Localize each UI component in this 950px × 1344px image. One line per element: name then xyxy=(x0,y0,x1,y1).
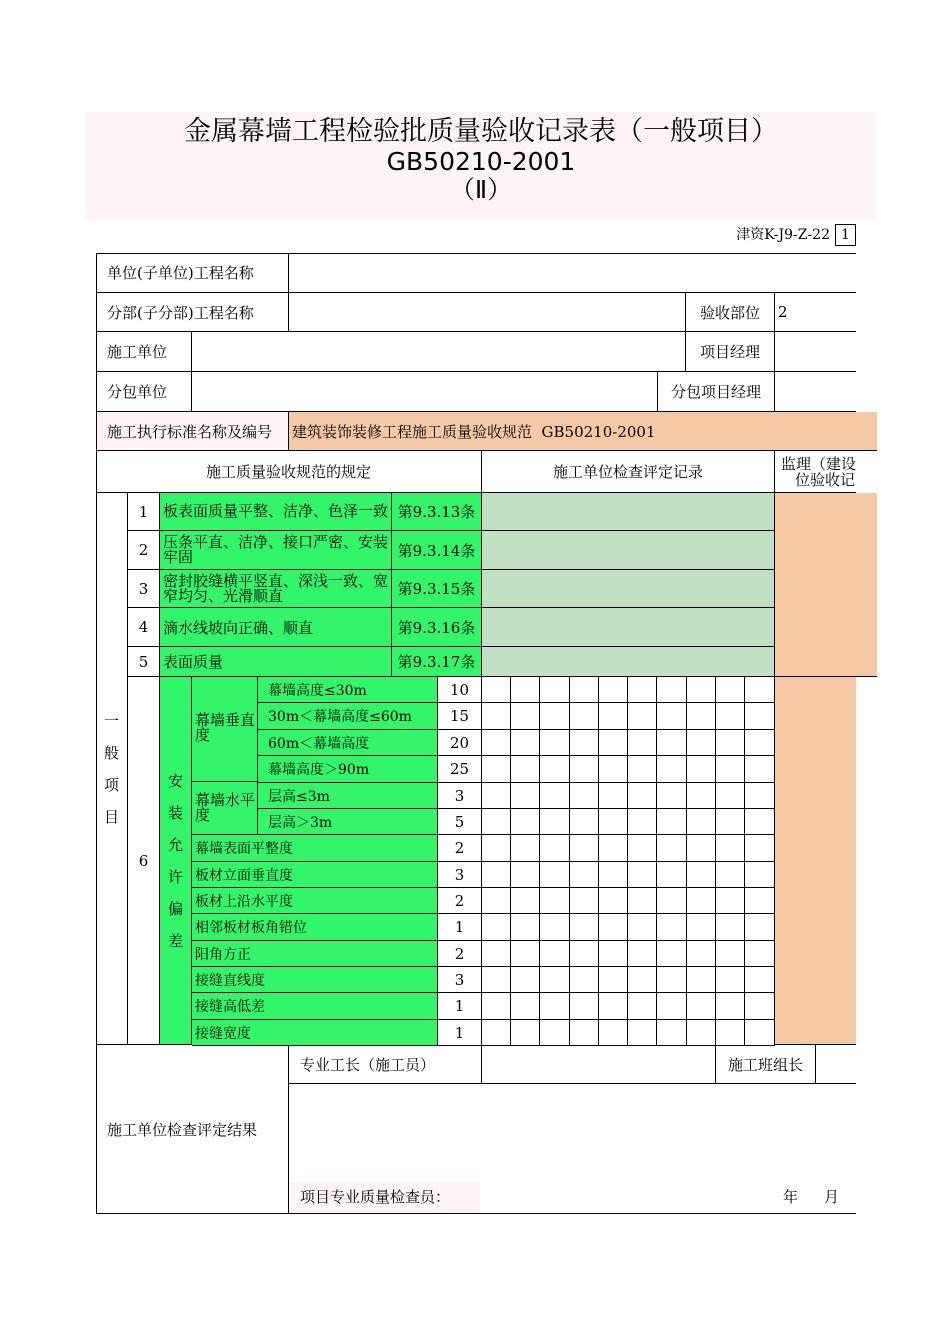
measurement-cell[interactable] xyxy=(745,783,775,809)
inspection-part-label: 验收部位 xyxy=(686,293,775,332)
item-clause: 第9.3.16条 xyxy=(392,608,482,647)
measurement-cell[interactable] xyxy=(511,835,540,862)
measurement-cell[interactable] xyxy=(570,835,599,862)
deviation-allowed-value: 10 xyxy=(438,677,482,703)
measurement-cell[interactable] xyxy=(745,941,775,967)
measurement-cell[interactable] xyxy=(687,1020,716,1046)
measurement-cell[interactable] xyxy=(745,1020,775,1046)
measurement-cell[interactable] xyxy=(716,941,745,967)
measurement-cell[interactable] xyxy=(570,809,599,835)
measurement-cell[interactable] xyxy=(540,914,570,941)
measurement-cell[interactable] xyxy=(745,809,775,835)
measurement-cell[interactable] xyxy=(657,703,687,730)
measurement-cell[interactable] xyxy=(599,888,628,914)
deviation-label: 接缝宽度 xyxy=(192,1020,438,1046)
item-record-field[interactable] xyxy=(482,647,775,677)
measurement-cell[interactable] xyxy=(511,941,540,967)
measurement-cell[interactable] xyxy=(570,677,599,703)
item-6-number: 6 xyxy=(128,677,160,1045)
measurement-cell[interactable] xyxy=(570,862,599,888)
deviation-label: 板材立面垂直度 xyxy=(192,862,438,888)
measurement-cell[interactable] xyxy=(570,756,599,783)
measurement-cell[interactable] xyxy=(511,888,540,914)
measurement-cell[interactable] xyxy=(628,993,657,1020)
measurement-cell[interactable] xyxy=(628,888,657,914)
measurement-cell[interactable] xyxy=(716,993,745,1020)
measurement-cell[interactable] xyxy=(599,756,628,783)
measurement-cell[interactable] xyxy=(599,1020,628,1046)
deviation-allowed-value: 2 xyxy=(438,941,482,967)
item-description: 表面质量 xyxy=(160,647,392,677)
group-level-label: 幕墙水平度 xyxy=(192,782,258,835)
measurement-cell[interactable] xyxy=(599,730,628,756)
standard-label: 施工执行标准名称及编号 xyxy=(96,412,289,451)
deviation-label: 幕墙高度≤30m xyxy=(258,677,438,703)
supervision-record-items[interactable] xyxy=(775,493,877,677)
measurement-cell[interactable] xyxy=(570,783,599,809)
project-manager-label: 项目经理 xyxy=(686,332,775,372)
measurement-cell[interactable] xyxy=(599,993,628,1020)
measurement-cell[interactable] xyxy=(599,835,628,862)
measurement-cell[interactable] xyxy=(482,730,511,756)
deviation-allowed-value: 2 xyxy=(438,888,482,914)
measurement-cell[interactable] xyxy=(628,677,657,703)
item-description: 滴水线坡向正确、顺直 xyxy=(160,608,392,647)
standard-value: 建筑装饰装修工程施工质量验收规范 GB50210-2001 xyxy=(289,412,877,451)
measurement-cell[interactable] xyxy=(687,967,716,993)
item-clause: 第9.3.17条 xyxy=(392,647,482,677)
measurement-cell[interactable] xyxy=(540,703,570,730)
supervision-header-line2: 位验收记 xyxy=(795,470,856,489)
supervision-column-header xyxy=(775,451,856,493)
measurement-cell[interactable] xyxy=(540,888,570,914)
measurement-cell[interactable] xyxy=(511,783,540,809)
spec-column-header: 施工质量验收规范的规定 xyxy=(96,451,482,493)
measurement-cell[interactable] xyxy=(745,756,775,783)
measurement-cell[interactable] xyxy=(599,809,628,835)
subcontract-unit-label: 分包单位 xyxy=(96,372,192,412)
item-6-category xyxy=(160,677,192,1045)
measurement-cell[interactable] xyxy=(716,835,745,862)
item-description: 压条平直、洁净、接口严密、安装牢固 xyxy=(160,531,392,570)
subcontract-unit-field[interactable] xyxy=(192,372,658,412)
measurement-cell[interactable] xyxy=(657,835,687,862)
measurement-cell[interactable] xyxy=(482,783,511,809)
foreman-field[interactable] xyxy=(482,1045,716,1084)
measurement-cell[interactable] xyxy=(511,914,540,941)
measurement-cell[interactable] xyxy=(657,1020,687,1046)
measurement-cell[interactable] xyxy=(540,967,570,993)
measurement-cell[interactable] xyxy=(687,703,716,730)
item-6-category-text: 安装允许偏差 xyxy=(168,771,184,950)
measurement-cell[interactable] xyxy=(745,888,775,914)
measurement-cell[interactable] xyxy=(745,914,775,941)
form-title: 金属幕墙工程检验批质量验收记录表（一般项目） xyxy=(184,116,778,146)
deviation-label: 层高≤3m xyxy=(258,783,438,809)
measurement-cell[interactable] xyxy=(628,835,657,862)
supervision-header-line1: 监理（建设 xyxy=(781,454,856,473)
measurement-cell[interactable] xyxy=(716,1020,745,1046)
measurement-cell[interactable] xyxy=(657,756,687,783)
measurement-cell[interactable] xyxy=(482,993,511,1020)
year-label: 年 xyxy=(783,1188,799,1206)
measurement-cell[interactable] xyxy=(657,862,687,888)
measurement-cell[interactable] xyxy=(570,941,599,967)
form-part-number: （Ⅱ） xyxy=(449,175,513,204)
item-number: 1 xyxy=(128,493,160,531)
measurement-cell[interactable] xyxy=(511,756,540,783)
measurement-cell[interactable] xyxy=(570,914,599,941)
measurement-cell[interactable] xyxy=(482,914,511,941)
measurement-cell[interactable] xyxy=(570,967,599,993)
item-number: 5 xyxy=(128,647,160,677)
measurement-cell[interactable] xyxy=(716,888,745,914)
measurement-cell[interactable] xyxy=(570,703,599,730)
measurement-cell[interactable] xyxy=(570,888,599,914)
measurement-cell[interactable] xyxy=(716,677,745,703)
measurement-cell[interactable] xyxy=(511,809,540,835)
measurement-cell[interactable] xyxy=(657,783,687,809)
form-code-box: 1 xyxy=(835,224,856,246)
team-leader-field[interactable] xyxy=(816,1045,856,1084)
measurement-cell[interactable] xyxy=(511,1020,540,1046)
measurement-cell[interactable] xyxy=(687,835,716,862)
measurement-cell[interactable] xyxy=(540,993,570,1020)
inspector-label: 项目专业质量检查员： xyxy=(300,1188,451,1206)
measurement-cell[interactable] xyxy=(657,914,687,941)
item-number: 4 xyxy=(128,608,160,647)
deviation-allowed-value: 2 xyxy=(438,835,482,862)
deviation-allowed-value: 15 xyxy=(438,703,482,730)
measurement-cell[interactable] xyxy=(745,862,775,888)
measurement-cell[interactable] xyxy=(511,730,540,756)
inspection-part-value[interactable]: 2 xyxy=(775,293,856,332)
team-leader-label: 施工班组长 xyxy=(716,1045,816,1084)
measurement-cell[interactable] xyxy=(745,835,775,862)
measurement-cell[interactable] xyxy=(599,941,628,967)
measurement-cell[interactable] xyxy=(540,1020,570,1046)
form-standard-code: GB50210-2001 xyxy=(386,147,576,176)
measurement-cell[interactable] xyxy=(511,993,540,1020)
measurement-cell[interactable] xyxy=(687,888,716,914)
measurement-cell[interactable] xyxy=(482,703,511,730)
measurement-cell[interactable] xyxy=(657,888,687,914)
deviation-label: 层高＞3m xyxy=(258,809,438,835)
measurement-cell[interactable] xyxy=(628,914,657,941)
measurement-cell[interactable] xyxy=(687,941,716,967)
deviation-label: 幕墙高度＞90m xyxy=(258,756,438,783)
measurement-cell[interactable] xyxy=(745,703,775,730)
measurement-cell[interactable] xyxy=(628,756,657,783)
measurement-cell[interactable] xyxy=(687,783,716,809)
deviation-label: 接缝直线度 xyxy=(192,967,438,993)
deviation-allowed-value: 1 xyxy=(438,914,482,941)
measurement-cell[interactable] xyxy=(716,914,745,941)
measurement-cell[interactable] xyxy=(540,756,570,783)
measurement-cell[interactable] xyxy=(511,967,540,993)
measurement-cell[interactable] xyxy=(570,993,599,1020)
construction-unit-label: 施工单位 xyxy=(96,332,192,372)
measurement-cell[interactable] xyxy=(687,809,716,835)
item-number: 2 xyxy=(128,531,160,570)
measurement-cell[interactable] xyxy=(482,756,511,783)
project-manager-field[interactable] xyxy=(775,332,856,372)
measurement-cell[interactable] xyxy=(482,888,511,914)
measurement-cell[interactable] xyxy=(482,835,511,862)
measurement-cell[interactable] xyxy=(599,783,628,809)
supervision-record-deviations[interactable] xyxy=(775,677,856,1045)
measurement-cell[interactable] xyxy=(628,862,657,888)
measurement-cell[interactable] xyxy=(599,862,628,888)
item-record-field[interactable] xyxy=(482,608,775,647)
measurement-cell[interactable] xyxy=(511,677,540,703)
measurement-cell[interactable] xyxy=(628,783,657,809)
construction-unit-field[interactable] xyxy=(192,332,686,372)
measurement-cell[interactable] xyxy=(511,862,540,888)
unit-project-label: 单位(子单位)工程名称 xyxy=(96,253,289,293)
subcontract-manager-label: 分包项目经理 xyxy=(658,372,775,412)
measurement-cell[interactable] xyxy=(540,941,570,967)
measurement-cell[interactable] xyxy=(540,677,570,703)
measurement-cell[interactable] xyxy=(657,809,687,835)
deviation-allowed-value: 1 xyxy=(438,993,482,1020)
month-label: 月 xyxy=(824,1188,840,1206)
deviation-allowed-value: 3 xyxy=(438,967,482,993)
general-items-label-text: 一般项目 xyxy=(104,711,120,826)
measurement-cell[interactable] xyxy=(482,809,511,835)
item-description: 板表面质量平整、洁净、色泽一致 xyxy=(160,493,392,531)
deviation-allowed-value: 1 xyxy=(438,1020,482,1046)
measurement-cell[interactable] xyxy=(511,703,540,730)
item-record-field[interactable] xyxy=(482,531,775,570)
deviation-allowed-value: 20 xyxy=(438,730,482,756)
measurement-cell[interactable] xyxy=(687,756,716,783)
measurement-cell[interactable] xyxy=(745,730,775,756)
subcontract-manager-field[interactable] xyxy=(775,372,856,412)
deviation-label: 相邻板材板角错位 xyxy=(192,914,438,941)
measurement-cell[interactable] xyxy=(482,967,511,993)
sub-project-label: 分部(子分部)工程名称 xyxy=(96,293,289,332)
item-clause: 第9.3.13条 xyxy=(392,493,482,531)
sub-project-field[interactable] xyxy=(289,293,686,332)
item-clause: 第9.3.14条 xyxy=(392,531,482,570)
measurement-cell[interactable] xyxy=(716,862,745,888)
measurement-cell[interactable] xyxy=(628,941,657,967)
measurement-cell[interactable] xyxy=(745,967,775,993)
measurement-cell[interactable] xyxy=(687,914,716,941)
deviation-label: 阳角方正 xyxy=(192,941,438,967)
measurement-cell[interactable] xyxy=(628,1020,657,1046)
group-vertical-label: 幕墙垂直度 xyxy=(192,677,258,782)
deviation-label: 板材上沿水平度 xyxy=(192,888,438,914)
deviation-allowed-value: 5 xyxy=(438,809,482,835)
foreman-label: 专业工长（施工员） xyxy=(289,1045,482,1084)
measurement-cell[interactable] xyxy=(716,809,745,835)
measurement-cell[interactable] xyxy=(482,941,511,967)
item-record-field[interactable] xyxy=(482,570,775,608)
deviation-allowed-value: 3 xyxy=(438,783,482,809)
measurement-cell[interactable] xyxy=(716,730,745,756)
measurement-cell[interactable] xyxy=(540,862,570,888)
measurement-cell[interactable] xyxy=(628,809,657,835)
measurement-cell[interactable] xyxy=(540,835,570,862)
item-clause: 第9.3.15条 xyxy=(392,570,482,608)
deviation-allowed-value: 3 xyxy=(438,862,482,888)
measurement-cell[interactable] xyxy=(570,730,599,756)
measurement-cell[interactable] xyxy=(687,993,716,1020)
measurement-cell[interactable] xyxy=(657,941,687,967)
measurement-cell[interactable] xyxy=(745,677,775,703)
measurement-cell[interactable] xyxy=(482,862,511,888)
measurement-cell[interactable] xyxy=(716,703,745,730)
measurement-cell[interactable] xyxy=(540,809,570,835)
item-description: 密封胶缝横平竖直、深浅一致、宽窄均匀、光滑顺直 xyxy=(160,570,392,608)
measurement-cell[interactable] xyxy=(482,677,511,703)
measurement-cell[interactable] xyxy=(716,756,745,783)
measurement-cell[interactable] xyxy=(716,783,745,809)
form-code: 津资K-J9-Z-22 xyxy=(736,227,830,243)
measurement-cell[interactable] xyxy=(599,914,628,941)
measurement-cell[interactable] xyxy=(657,730,687,756)
deviation-allowed-value: 25 xyxy=(438,756,482,783)
deviation-label: 幕墙表面平整度 xyxy=(192,835,438,862)
measurement-cell[interactable] xyxy=(540,783,570,809)
result-label: 施工单位检查评定结果 xyxy=(96,1045,289,1214)
measurement-cell[interactable] xyxy=(745,993,775,1020)
measurement-cell[interactable] xyxy=(482,1020,511,1046)
measurement-cell[interactable] xyxy=(599,677,628,703)
measurement-cell[interactable] xyxy=(687,730,716,756)
measurement-cell[interactable] xyxy=(687,862,716,888)
measurement-cell[interactable] xyxy=(628,703,657,730)
measurement-cell[interactable] xyxy=(599,967,628,993)
measurement-cell[interactable] xyxy=(540,730,570,756)
deviation-label: 接缝高低差 xyxy=(192,993,438,1020)
general-items-label xyxy=(96,493,128,1045)
measurement-cell[interactable] xyxy=(657,993,687,1020)
measurement-cell[interactable] xyxy=(570,1020,599,1046)
measurement-cell[interactable] xyxy=(716,967,745,993)
deviation-label: 30m＜幕墙高度≤60m xyxy=(258,703,438,730)
item-record-field[interactable] xyxy=(482,493,775,531)
deviation-label: 60m＜幕墙高度 xyxy=(258,730,438,756)
item-number: 3 xyxy=(128,570,160,608)
measurement-cell[interactable] xyxy=(657,677,687,703)
measurement-cell[interactable] xyxy=(599,703,628,730)
measurement-cell[interactable] xyxy=(687,677,716,703)
measurement-cell[interactable] xyxy=(628,967,657,993)
measurement-cell[interactable] xyxy=(628,730,657,756)
measurement-cell[interactable] xyxy=(657,967,687,993)
record-column-header: 施工单位检查评定记录 xyxy=(482,451,775,493)
unit-project-field[interactable] xyxy=(289,253,856,293)
